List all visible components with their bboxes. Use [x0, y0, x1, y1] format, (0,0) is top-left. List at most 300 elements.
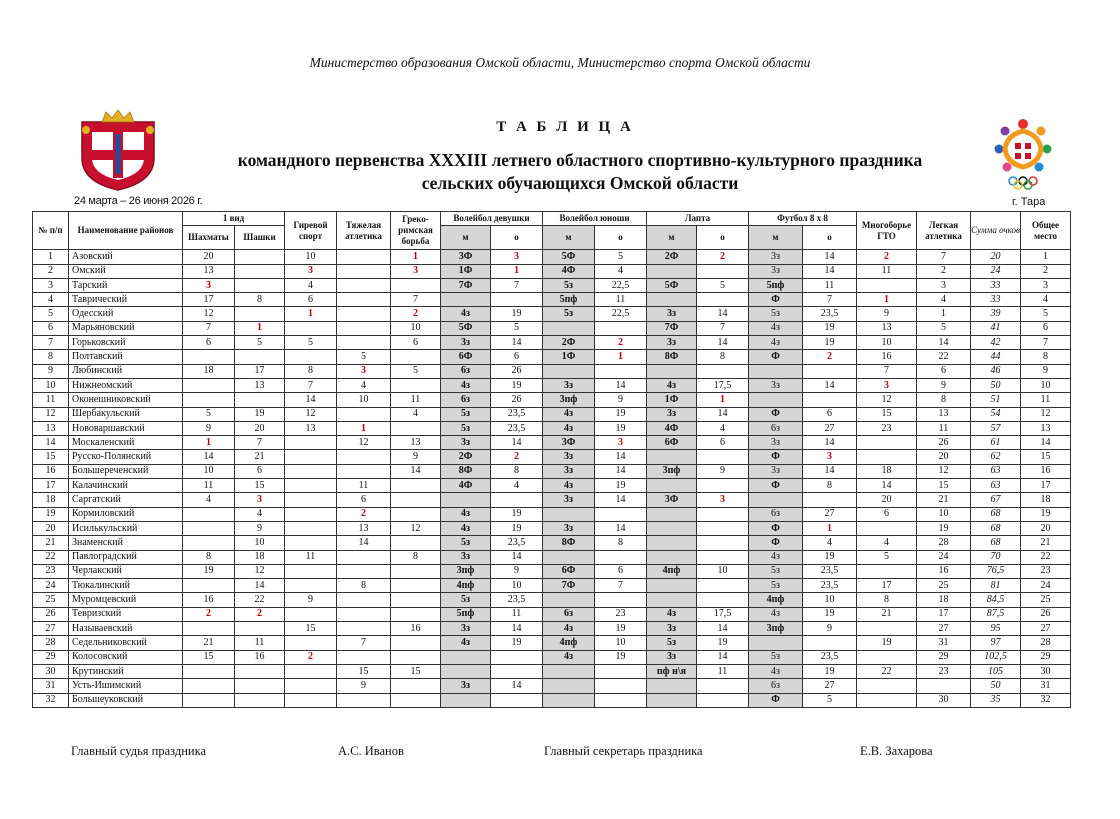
cell-fb-o: 14 [803, 264, 857, 278]
cell-n: 29 [33, 650, 69, 664]
cell-weight [337, 450, 391, 464]
cell-la-m: 8Ф [647, 350, 697, 364]
col-vg-m: м [441, 226, 491, 250]
cell-vg-o: 11 [491, 607, 543, 621]
cell-wrestle: 10 [391, 321, 441, 335]
cell-sum: 42 [971, 336, 1021, 350]
cell-weight: 6 [337, 493, 391, 507]
cell-gto [857, 693, 917, 707]
cell-vb-m: 3з [543, 464, 595, 478]
cell-n: 30 [33, 664, 69, 678]
cell-gto [857, 521, 917, 535]
cell-vb-m: 4з [543, 622, 595, 636]
cell-vg-o: 4 [491, 479, 543, 493]
cell-sum: 33 [971, 293, 1021, 307]
cell-la-m: 5з [647, 636, 697, 650]
cell-n: 6 [33, 321, 69, 335]
cell-kettle: 14 [285, 393, 337, 407]
cell-weight: 14 [337, 536, 391, 550]
cell-chess: 21 [183, 636, 235, 650]
cell-place: 9 [1021, 364, 1071, 378]
cell-sum: 44 [971, 350, 1021, 364]
cell-fb-o: 14 [803, 464, 857, 478]
table-row [33, 336, 1071, 350]
cell-ath: 27 [917, 622, 971, 636]
cell-fb-o: 27 [803, 679, 857, 693]
cell-ath: 13 [917, 407, 971, 421]
cell-n: 1 [33, 250, 69, 264]
cell-ath: 9 [917, 378, 971, 392]
cell-name: Кормиловский [69, 507, 183, 521]
cell-fb-m: Ф [749, 350, 803, 364]
cell-vg-m: 4з [441, 521, 491, 535]
col-checkers: Шашки [235, 226, 285, 250]
results-body [33, 250, 1071, 708]
cell-kettle [285, 536, 337, 550]
cell-fb-m [749, 493, 803, 507]
cell-name: Исилькульский [69, 521, 183, 535]
cell-checkers [235, 307, 285, 321]
event-city: г. Тара [1012, 196, 1046, 208]
cell-fb-m: 5з [749, 579, 803, 593]
table-row [33, 579, 1071, 593]
cell-fb-o: 2 [803, 350, 857, 364]
cell-n: 15 [33, 450, 69, 464]
cell-la-o: 6 [697, 436, 749, 450]
col-fb-o: о [803, 226, 857, 250]
cell-fb-o: 27 [803, 421, 857, 435]
cell-vg-o: 14 [491, 550, 543, 564]
cell-place: 7 [1021, 336, 1071, 350]
cell-fb-o [803, 393, 857, 407]
cell-n: 7 [33, 336, 69, 350]
cell-n: 14 [33, 436, 69, 450]
table-row [33, 321, 1071, 335]
cell-weight: 11 [337, 479, 391, 493]
cell-name: Марьяновский [69, 321, 183, 335]
cell-n: 25 [33, 593, 69, 607]
cell-fb-o: 1 [803, 521, 857, 535]
cell-checkers [235, 350, 285, 364]
cell-gto: 14 [857, 479, 917, 493]
cell-vg-m [441, 650, 491, 664]
cell-fb-o: 10 [803, 593, 857, 607]
cell-la-o [697, 593, 749, 607]
cell-chess: 11 [183, 479, 235, 493]
cell-la-o [697, 507, 749, 521]
cell-name: Калачинский [69, 479, 183, 493]
cell-kettle: 3 [285, 264, 337, 278]
cell-weight [337, 650, 391, 664]
cell-vb-o: 1 [595, 350, 647, 364]
cell-kettle [285, 479, 337, 493]
cell-fb-o: 11 [803, 278, 857, 292]
cell-fb-o: 19 [803, 550, 857, 564]
cell-kettle [285, 693, 337, 707]
cell-fb-m: 5пф [749, 278, 803, 292]
cell-ath: 14 [917, 336, 971, 350]
cell-vb-o [595, 664, 647, 678]
cell-gto: 7 [857, 364, 917, 378]
cell-wrestle: 11 [391, 393, 441, 407]
cell-chess [183, 521, 235, 535]
cell-wrestle [391, 693, 441, 707]
cell-n: 17 [33, 479, 69, 493]
cell-la-m [647, 450, 697, 464]
cell-gto: 15 [857, 407, 917, 421]
cell-vg-m [441, 664, 491, 678]
cell-la-o [697, 536, 749, 550]
cell-fb-o: 19 [803, 321, 857, 335]
cell-sum: 54 [971, 407, 1021, 421]
cell-n: 23 [33, 564, 69, 578]
cell-la-o [697, 521, 749, 535]
cell-la-m [647, 479, 697, 493]
cell-vg-o: 23,5 [491, 536, 543, 550]
cell-checkers [235, 693, 285, 707]
cell-gto: 8 [857, 593, 917, 607]
cell-ath: 4 [917, 293, 971, 307]
cell-ath: 1 [917, 307, 971, 321]
cell-kettle [285, 579, 337, 593]
table-row [33, 622, 1071, 636]
cell-vg-m: 4з [441, 636, 491, 650]
cell-vg-o: 23,5 [491, 421, 543, 435]
cell-ath: 11 [917, 421, 971, 435]
cell-sum: 51 [971, 393, 1021, 407]
cell-weight [337, 407, 391, 421]
cell-chess: 12 [183, 307, 235, 321]
cell-place: 31 [1021, 679, 1071, 693]
col-volley-boys: Волейбол юноши [543, 212, 647, 226]
cell-chess [183, 579, 235, 593]
cell-vg-o: 10 [491, 579, 543, 593]
cell-n: 19 [33, 507, 69, 521]
cell-ath: 18 [917, 593, 971, 607]
col-chess: Шахматы [183, 226, 235, 250]
cell-weight: 13 [337, 521, 391, 535]
cell-vb-m: 4пф [543, 636, 595, 650]
subtitle-line-2: сельских обучающихся Омской области [421, 173, 739, 193]
cell-vb-m [543, 593, 595, 607]
cell-chess [183, 378, 235, 392]
cell-fb-o: 3 [803, 450, 857, 464]
cell-weight [337, 336, 391, 350]
cell-sum: 46 [971, 364, 1021, 378]
table-row [33, 607, 1071, 621]
cell-name: Знаменский [69, 536, 183, 550]
cell-gto: 20 [857, 493, 917, 507]
cell-vb-o: 6 [595, 564, 647, 578]
cell-wrestle: 14 [391, 464, 441, 478]
cell-vb-o [595, 550, 647, 564]
cell-kettle: 5 [285, 336, 337, 350]
cell-fb-o: 9 [803, 622, 857, 636]
cell-fb-o: 23,5 [803, 564, 857, 578]
cell-la-m: 2Ф [647, 250, 697, 264]
cell-checkers: 13 [235, 378, 285, 392]
table-row [33, 407, 1071, 421]
cell-fb-m: 4з [749, 607, 803, 621]
cell-la-m: 6Ф [647, 436, 697, 450]
cell-vg-o: 14 [491, 679, 543, 693]
cell-fb-m: 5з [749, 307, 803, 321]
cell-vg-o: 14 [491, 336, 543, 350]
cell-gto: 13 [857, 321, 917, 335]
cell-ath: 23 [917, 664, 971, 678]
cell-vg-m: 6з [441, 393, 491, 407]
table-row [33, 593, 1071, 607]
cell-gto [857, 564, 917, 578]
cell-la-m [647, 364, 697, 378]
cell-vb-o: 5 [595, 250, 647, 264]
cell-sum: 41 [971, 321, 1021, 335]
cell-ath: 3 [917, 278, 971, 292]
cell-la-o: 2 [697, 250, 749, 264]
cell-gto: 17 [857, 579, 917, 593]
cell-kettle: 2 [285, 650, 337, 664]
cell-chess: 4 [183, 493, 235, 507]
cell-la-m [647, 550, 697, 564]
cell-wrestle [391, 607, 441, 621]
cell-n: 28 [33, 636, 69, 650]
cell-weight: 15 [337, 664, 391, 678]
cell-vb-o: 19 [595, 479, 647, 493]
cell-checkers: 8 [235, 293, 285, 307]
cell-name: Колосовский [69, 650, 183, 664]
cell-gto [857, 622, 917, 636]
cell-vg-m: 5з [441, 421, 491, 435]
table-row [33, 636, 1071, 650]
cell-fb-o: 23,5 [803, 579, 857, 593]
cell-vb-m: 5з [543, 278, 595, 292]
cell-checkers: 19 [235, 407, 285, 421]
cell-vg-o [491, 664, 543, 678]
cell-chess: 10 [183, 464, 235, 478]
cell-fb-o: 19 [803, 664, 857, 678]
cell-place: 12 [1021, 407, 1071, 421]
cell-sum: 95 [971, 622, 1021, 636]
cell-fb-o: 7 [803, 293, 857, 307]
table-row [33, 693, 1071, 707]
cell-checkers: 4 [235, 507, 285, 521]
secretary-name: Е.В. Захарова [860, 744, 933, 758]
cell-chess: 7 [183, 321, 235, 335]
cell-wrestle [391, 507, 441, 521]
table-row [33, 393, 1071, 407]
cell-kettle [285, 507, 337, 521]
cell-vg-m: 8Ф [441, 464, 491, 478]
table-row [33, 664, 1071, 678]
cell-la-o: 7 [697, 321, 749, 335]
cell-vb-o: 3 [595, 436, 647, 450]
cell-place: 30 [1021, 664, 1071, 678]
cell-vb-m: 6з [543, 607, 595, 621]
cell-gto: 22 [857, 664, 917, 678]
cell-fb-m: Ф [749, 479, 803, 493]
cell-wrestle [391, 479, 441, 493]
cell-fb-o: 23,5 [803, 650, 857, 664]
cell-ath: 28 [917, 536, 971, 550]
cell-fb-m: 6з [749, 679, 803, 693]
cell-wrestle [391, 564, 441, 578]
cell-chess: 8 [183, 550, 235, 564]
cell-sum: 63 [971, 464, 1021, 478]
cell-vg-m: 5з [441, 407, 491, 421]
cell-checkers [235, 250, 285, 264]
cell-vb-m: 5Ф [543, 250, 595, 264]
cell-checkers: 6 [235, 464, 285, 478]
cell-n: 22 [33, 550, 69, 564]
cell-gto [857, 679, 917, 693]
cell-weight [337, 550, 391, 564]
cell-n: 5 [33, 307, 69, 321]
cell-vg-m: 4з [441, 378, 491, 392]
cell-vg-m: 1Ф [441, 264, 491, 278]
table-row [33, 650, 1071, 664]
cell-gto: 12 [857, 393, 917, 407]
cell-vg-o: 26 [491, 364, 543, 378]
cell-ath: 5 [917, 321, 971, 335]
cell-sum: 39 [971, 307, 1021, 321]
cell-la-o: 19 [697, 636, 749, 650]
cell-sum: 57 [971, 421, 1021, 435]
cell-wrestle [391, 679, 441, 693]
cell-fb-m: 6з [749, 421, 803, 435]
cell-sum: 20 [971, 250, 1021, 264]
cell-la-o: 14 [697, 407, 749, 421]
cell-vb-m [543, 693, 595, 707]
cell-weight [337, 321, 391, 335]
cell-weight: 9 [337, 679, 391, 693]
cell-gto [857, 650, 917, 664]
cell-vg-o: 19 [491, 307, 543, 321]
cell-checkers: 15 [235, 479, 285, 493]
cell-wrestle: 4 [391, 407, 441, 421]
cell-ath: 7 [917, 250, 971, 264]
cell-la-o [697, 264, 749, 278]
col-fb-m: м [749, 226, 803, 250]
cell-fb-m: Ф [749, 693, 803, 707]
cell-fb-m: Ф [749, 407, 803, 421]
cell-name: Русско-Полянский [69, 450, 183, 464]
cell-gto: 21 [857, 607, 917, 621]
cell-weight: 5 [337, 350, 391, 364]
cell-wrestle: 1 [391, 250, 441, 264]
cell-vb-o: 10 [595, 636, 647, 650]
col-sum: Сумма очков [971, 212, 1021, 250]
table-row [33, 350, 1071, 364]
cell-sum: 76,5 [971, 564, 1021, 578]
cell-gto: 10 [857, 336, 917, 350]
cell-ath: 15 [917, 479, 971, 493]
cell-vg-o [491, 493, 543, 507]
cell-la-m [647, 679, 697, 693]
cell-n: 4 [33, 293, 69, 307]
table-row [33, 550, 1071, 564]
cell-fb-o: 23,5 [803, 307, 857, 321]
col-wrestling: Греко-римская борьба [391, 212, 441, 250]
cell-n: 12 [33, 407, 69, 421]
cell-kettle: 4 [285, 278, 337, 292]
cell-sum: 105 [971, 664, 1021, 678]
cell-la-o [697, 550, 749, 564]
cell-wrestle [391, 350, 441, 364]
cell-vb-m [543, 364, 595, 378]
cell-chess: 14 [183, 450, 235, 464]
cell-vb-o: 19 [595, 421, 647, 435]
cell-weight: 12 [337, 436, 391, 450]
col-athletics: Легкая атлетика [917, 212, 971, 250]
cell-vb-o [595, 693, 647, 707]
cell-fb-m: Ф [749, 521, 803, 535]
cell-wrestle [391, 636, 441, 650]
cell-weight: 4 [337, 378, 391, 392]
cell-place: 27 [1021, 622, 1071, 636]
cell-ath: 8 [917, 393, 971, 407]
cell-vg-m [441, 493, 491, 507]
cell-n: 3 [33, 278, 69, 292]
col-vb-o: о [595, 226, 647, 250]
cell-vb-m [543, 550, 595, 564]
cell-wrestle: 15 [391, 664, 441, 678]
cell-name: Большереченский [69, 464, 183, 478]
cell-name: Полтавский [69, 350, 183, 364]
results-table [32, 211, 1071, 708]
ministry-heading: Министерство образования Омской области, Министерство спорта Омской области [309, 55, 811, 70]
col-kettlebell: Гиревой спорт [285, 212, 337, 250]
cell-kettle: 8 [285, 364, 337, 378]
cell-la-m: 4Ф [647, 421, 697, 435]
cell-fb-m: 3з [749, 250, 803, 264]
cell-place: 1 [1021, 250, 1071, 264]
cell-kettle [285, 450, 337, 464]
cell-wrestle: 5 [391, 364, 441, 378]
cell-vg-o: 19 [491, 378, 543, 392]
cell-vb-m: 3з [543, 493, 595, 507]
cell-vb-m: 6Ф [543, 564, 595, 578]
cell-name: Тюкалинский [69, 579, 183, 593]
cell-name: Одесский [69, 307, 183, 321]
cell-wrestle: 3 [391, 264, 441, 278]
cell-chess: 1 [183, 436, 235, 450]
cell-vb-o: 22,5 [595, 278, 647, 292]
cell-vb-o [595, 364, 647, 378]
cell-la-m [647, 579, 697, 593]
cell-sum: 67 [971, 493, 1021, 507]
cell-chess: 18 [183, 364, 235, 378]
cell-name: Москаленский [69, 436, 183, 450]
cell-weight: 1 [337, 421, 391, 435]
cell-checkers: 16 [235, 650, 285, 664]
cell-n: 20 [33, 521, 69, 535]
cell-place: 3 [1021, 278, 1071, 292]
cell-fb-o [803, 364, 857, 378]
cell-vg-m: 4пф [441, 579, 491, 593]
cell-fb-m: 4з [749, 336, 803, 350]
cell-kettle: 10 [285, 250, 337, 264]
cell-vb-o: 19 [595, 407, 647, 421]
cell-kettle: 1 [285, 307, 337, 321]
cell-sum: 87,5 [971, 607, 1021, 621]
table-row [33, 479, 1071, 493]
cell-vb-m: 4з [543, 421, 595, 435]
cell-la-o: 4 [697, 421, 749, 435]
cell-fb-m: 3з [749, 464, 803, 478]
cell-la-o [697, 450, 749, 464]
cell-name: Большеуковский [69, 693, 183, 707]
cell-la-m: 7Ф [647, 321, 697, 335]
